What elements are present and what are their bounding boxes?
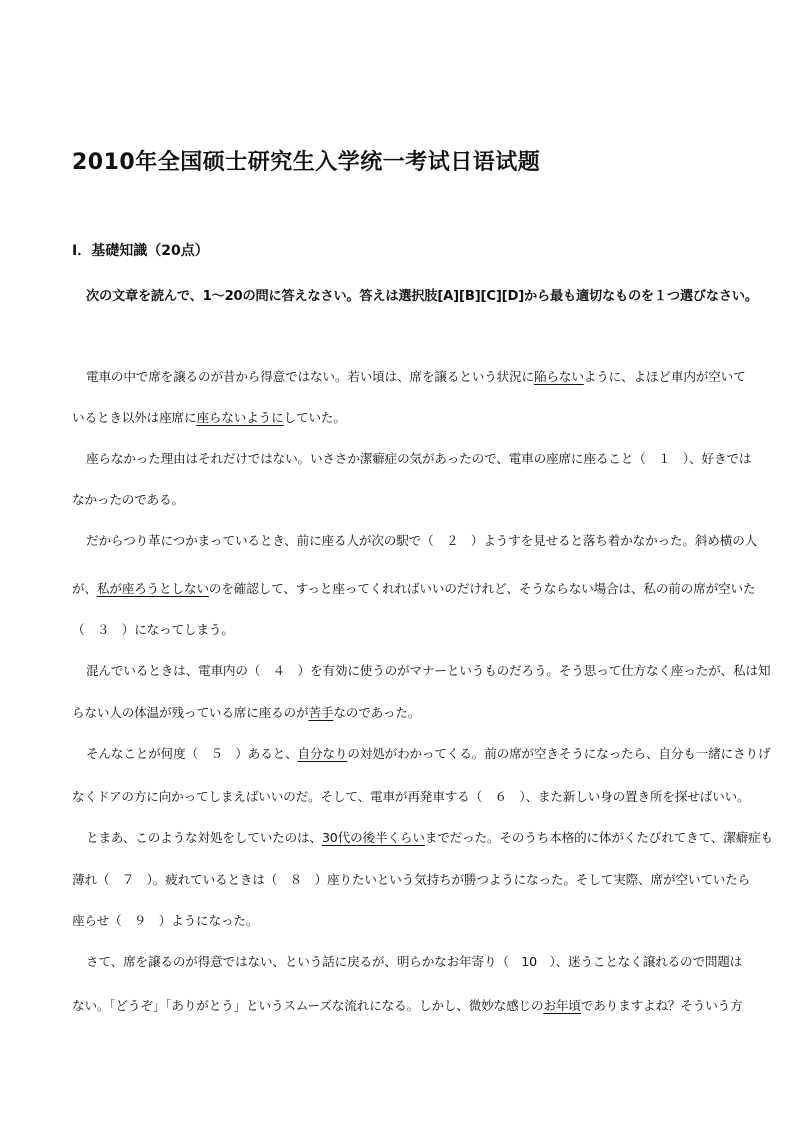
instruction-text: 次の文章を読んで、1～20の問に答えなさい。答えは選択肢[A][B][C][D]から最も適切なものを１つ選びなさい。 xyxy=(86,289,758,304)
underlined-phrase: 私が座ろうとしない xyxy=(96,581,209,596)
passage-line xyxy=(72,704,732,722)
passage-line xyxy=(86,745,771,763)
passage-line xyxy=(72,788,750,806)
passage-line xyxy=(72,409,732,427)
passage-text: なくドアの方に向かってしまえばいいのだ。そして、電車が再発車する（ ６ ）、また新しい身の置き所を探せばいい。 xyxy=(72,789,750,804)
passage-text: 薄れ（ ７ ）。疲れているときは（ ８ ）座りたいという気持ちが勝つようになった。そして実際、席が空いていたら xyxy=(72,872,751,887)
passage-text: なかったのである。 xyxy=(72,492,184,507)
underlined-phrase: 陥らない xyxy=(533,369,584,384)
passage-text: なのであった。 xyxy=(333,705,421,720)
underlined-phrase: お年頃 xyxy=(543,998,581,1013)
passage-text: が、 xyxy=(72,581,97,596)
passage-text: そんなことが何度（ ５ ）あると、 xyxy=(86,746,298,761)
passage-text: のを確認して、すっと座ってくれればいいのだけれど、そうならない場合は、私の前の席が空いた xyxy=(208,581,756,596)
section-heading: Ⅰ．基礎知識（20点） xyxy=(72,243,209,259)
passage-line xyxy=(72,621,732,639)
passage-line xyxy=(86,662,771,680)
passage-text: までだった。そのうち本格的に体がくたびれてきて、潔癖症も xyxy=(424,830,773,845)
passage-line xyxy=(72,580,756,598)
underlined-phrase: 30代の後半くらい xyxy=(321,830,425,845)
passage-text: （ ３ ）になってしまう。 xyxy=(72,622,234,637)
passage-line xyxy=(72,997,743,1015)
passage-text: の対処がわかってくる。前の席が空きそうになったら、自分も一緒にさりげ xyxy=(347,746,771,761)
passage-line xyxy=(86,532,758,550)
passage-text: でありますよね？そういう方 xyxy=(580,998,743,1013)
passage-line xyxy=(72,912,732,930)
passage-text: いるとき以外は座席に xyxy=(72,410,197,425)
passage-text: 電車の中で席を譲るのが昔から得意ではない。若い頃は、席を譲るという状況に xyxy=(86,369,534,384)
passage-line xyxy=(86,368,746,386)
underlined-phrase: 苦手 xyxy=(308,705,334,720)
passage-text: ない。「どうぞ」「ありがとう」というスムーズな流れになる。しかし、微妙な感じの xyxy=(72,998,544,1013)
passage-line xyxy=(72,491,732,509)
passage-text: とまあ、このような対処をしていたのは、 xyxy=(86,830,322,845)
passage-line xyxy=(86,953,743,971)
passage-text: 混んでいるときは、電車内の（ ４ ）を有効に使うのがマナーというものだろう。そう思って仕方なく座ったが、私は知 xyxy=(86,663,771,678)
document-title: 2010年全国硕士研究生入学统一考试日语试题 xyxy=(72,150,541,175)
passage-text: 座らせ（ ９ ）ようになった。 xyxy=(72,913,259,928)
passage-text: ように、よほど車内が空いて xyxy=(583,369,746,384)
passage-text: だからつり革につかまっているとき、前に座る人が次の駅で（ ２ ）ようすを見せると落ち着かなかった。斜め横の人 xyxy=(86,533,758,548)
passage-line xyxy=(86,829,773,847)
underlined-phrase: 座らないように xyxy=(196,410,284,425)
underlined-phrase: 自分なり xyxy=(297,746,348,761)
passage-line xyxy=(72,871,751,889)
passage-text: さて、席を譲るのが得意ではない、という話に戻るが、明らかなお年寄り（ 10 ）、迷うことなく譲れるので問題は xyxy=(86,954,743,969)
passage-line xyxy=(86,450,752,468)
passage-text: 座らなかった理由はそれだけではない。いささか潔癖症の気があったので、電車の座席に座ること（ １ ）、好きでは xyxy=(86,451,752,466)
passage-text: していた。 xyxy=(283,410,346,425)
passage-text: らない人の体温が残っている席に座るのが xyxy=(72,705,309,720)
